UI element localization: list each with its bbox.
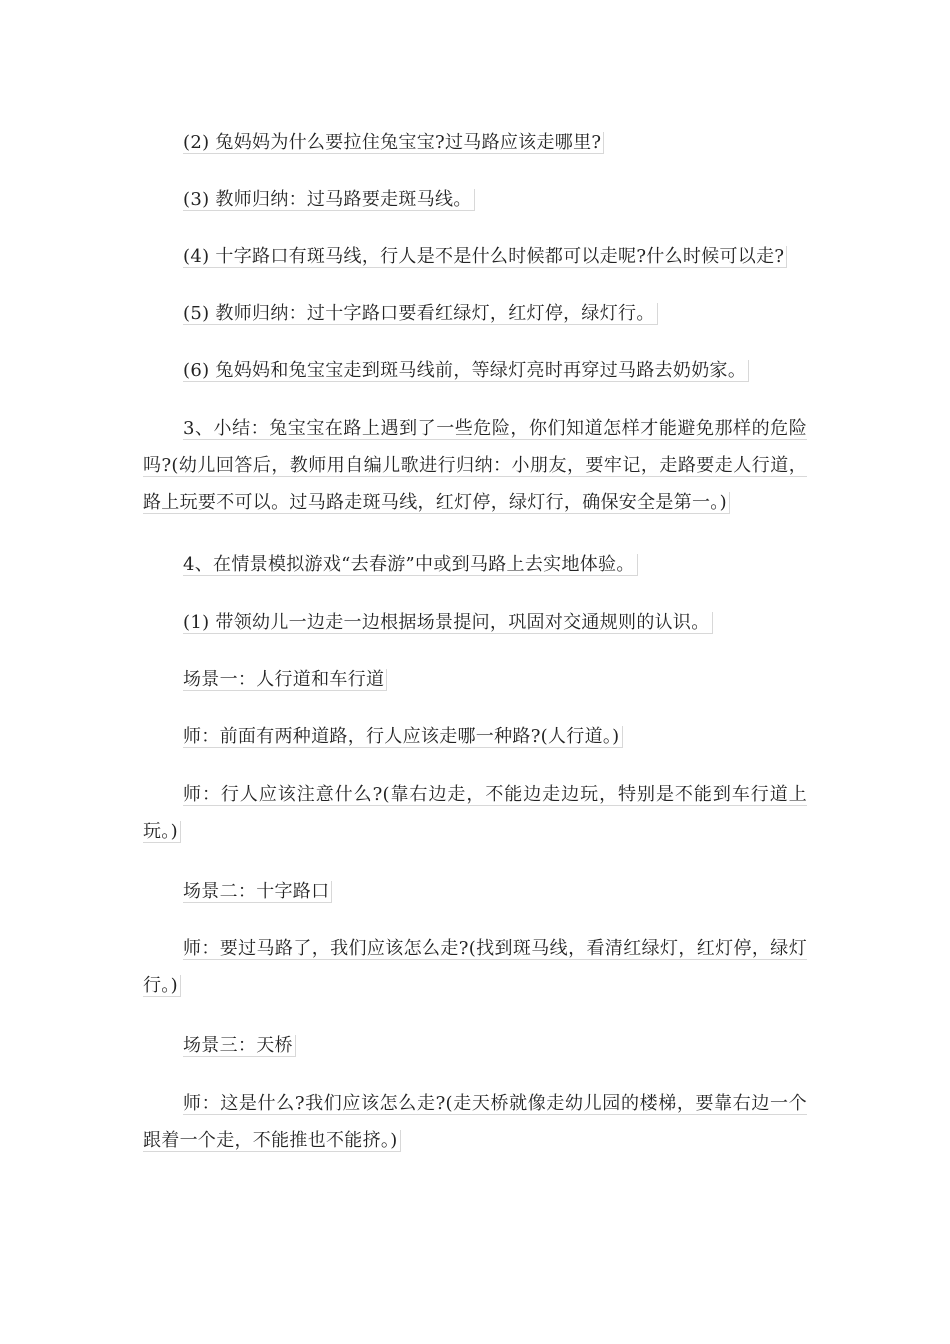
paragraph-text: 场景三：天桥 <box>183 1035 296 1057</box>
paragraph-text: 场景二：十字路口 <box>183 881 332 903</box>
paragraph-text: 师：行人应该注意什么?(靠右边走，不能边走边玩，特别是不能到车行道上玩。) <box>143 784 807 842</box>
paragraph-text: (5) 教师归纳：过十字路口要看红绿灯，红灯停，绿灯行。 <box>183 303 658 325</box>
paragraph-text: (1) 带领幼儿一边走一边根据场景提问，巩固对交通规则的认识。 <box>183 612 713 634</box>
paragraph-5 <box>143 295 807 332</box>
paragraph-text: (3) 教师归纳：过马路要走斑马线。 <box>183 189 475 211</box>
paragraph-text: 4、在情景模拟游戏“去春游”中或到马路上去实地体验。 <box>183 554 638 576</box>
paragraph-1 <box>143 604 807 641</box>
scene-3-heading <box>143 1027 807 1064</box>
paragraph-text: (2) 兔妈妈为什么要拉住兔宝宝?过马路应该走哪里? <box>183 132 604 154</box>
scene-2-heading <box>143 873 807 910</box>
paragraph-6 <box>143 352 807 389</box>
teacher-question-4 <box>143 1085 807 1159</box>
paragraph-text: 3、小结：兔宝宝在路上遇到了一些危险，你们知道怎样才能避免那样的危险吗?(幼儿回答后，教师用自编儿歌进行归纳：小朋友，要牢记，走路要走人行道，路上玩要不可以。过马路走斑马线，红灯停，绿灯行，确保安全是第一。) <box>143 418 807 513</box>
paragraph-text: 师：前面有两种道路，行人应该走哪一种路?(人行道。) <box>183 726 623 748</box>
teacher-question-2 <box>143 776 807 850</box>
scene-1-heading <box>143 661 807 698</box>
paragraph-text: (6) 兔妈妈和兔宝宝走到斑马线前，等绿灯亮时再穿过马路去奶奶家。 <box>183 360 749 382</box>
paragraph-3 <box>143 181 807 218</box>
paragraph-2 <box>143 124 807 161</box>
paragraph-text: 师：要过马路了，我们应该怎么走?(找到斑马线，看清红绿灯，红灯停，绿灯行。) <box>143 938 807 996</box>
teacher-question-1 <box>143 718 807 755</box>
paragraph-situation-game <box>143 546 807 583</box>
paragraph-text: 师：这是什么?我们应该怎么走?(走天桥就像走幼儿园的楼梯，要靠右边一个跟着一个走，不能推也不能挤。) <box>143 1093 807 1151</box>
paragraph-4 <box>143 238 807 275</box>
paragraph-text: (4) 十字路口有斑马线，行人是不是什么时候都可以走呢?什么时候可以走? <box>183 246 787 268</box>
summary-paragraph <box>143 410 807 521</box>
paragraph-text: 场景一：人行道和车行道 <box>183 669 387 691</box>
teacher-question-3 <box>143 930 807 1004</box>
